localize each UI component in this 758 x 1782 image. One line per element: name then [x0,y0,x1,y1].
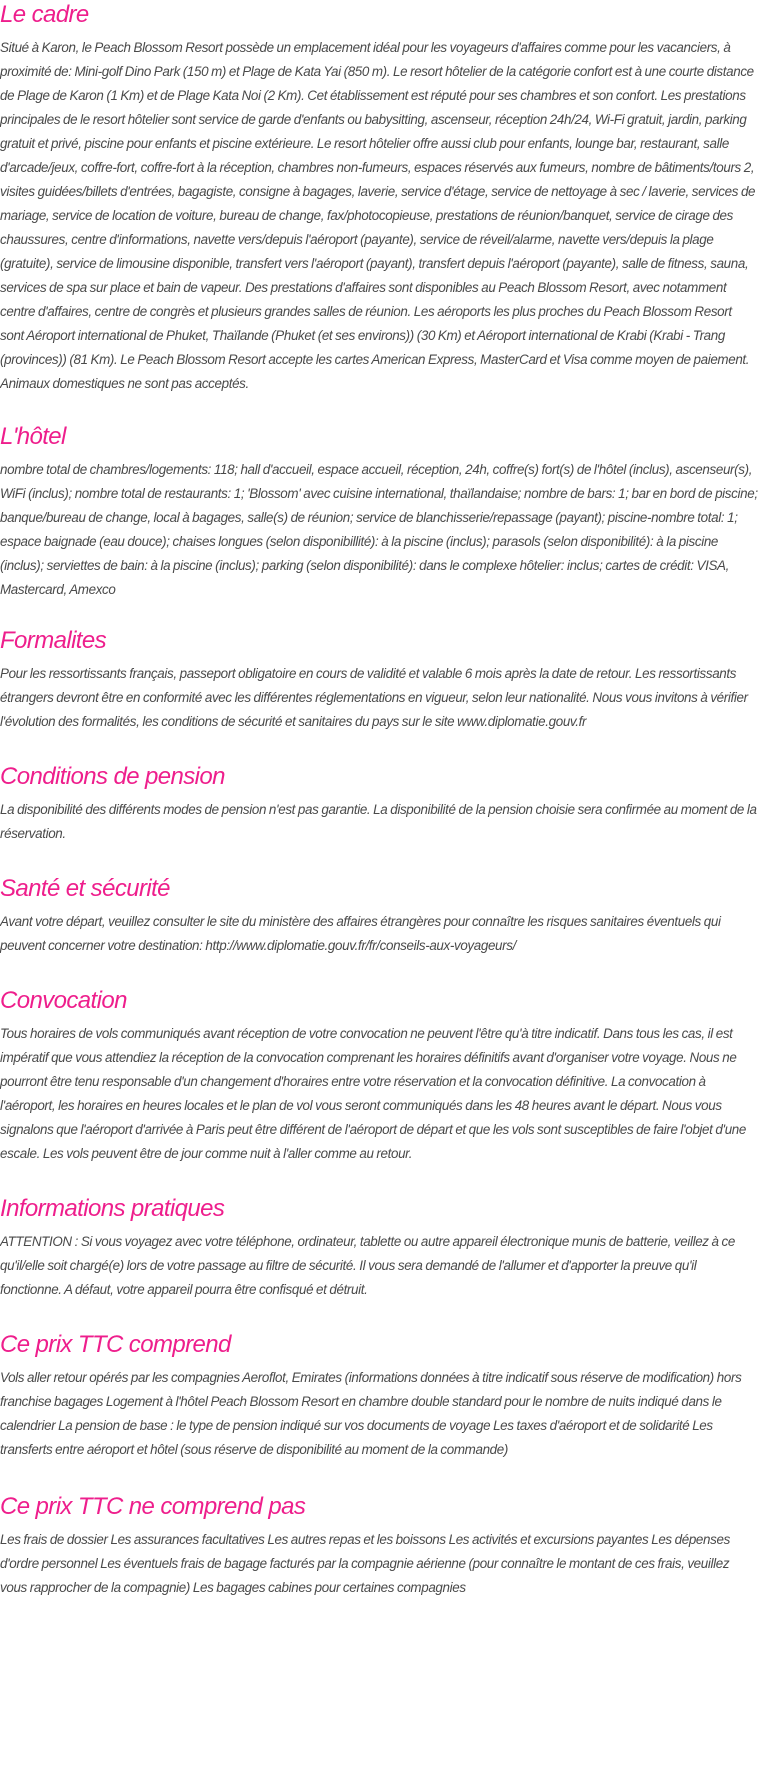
section-convocation [0,986,758,1166]
section-title: Ce prix TTC ne comprend pas [0,1493,306,1520]
section-l-hotel [0,422,758,602]
section-prix-ne-comprend-pas [0,1492,758,1600]
section-title: Ce prix TTC comprend [0,1331,231,1358]
section-body: La disponibilité des différents modes de pension n'est pas garantie. La disponibilité de la pension choisie sera confirmée au moment de la réservation. [0,802,757,841]
section-body: Avant votre départ, veuillez consulter le site du ministère des affaires étrangères pour connaître les risques sanitaires éventuels qui peuvent concerner votre destination: http://www.diplomatie.gouv.fr/fr/conseils-aux-voyageurs/ [0,914,721,953]
section-title: Formalites [0,627,107,654]
section-body: Situé à Karon, le Peach Blossom Resort possède un emplacement idéal pour les voyageurs d'affaires comme pour les vacanciers, à proximité de: Mini-golf Dino Park (150 m) et Plage de Kata Yai (850 m). Le resort hôtelier de la catégorie confort est à une courte distance de Plage de Karon (1 Km) et de Plage Kata Noi (2 Km). Cet établissement est réputé pour ses chambres et son confort. Les prestations principales de le resort hôtelier sont service de garde d'enfants ou babysitting, ascenseur, réception 24h/24, Wi-Fi gratuit, jardin, parking gratuit et privé, piscine pour enfants et piscine extérieure. Le resort hôtelier offre aussi club pour enfants, lounge bar, restaurant, salle d'arcade/jeux, coffre-fort, coffre-fort à la réception, chambres non-fumeurs, espaces réservés aux fumeurs, nombre de bâtiments/tours 2, visites guidées/billets d'entrées, bagagiste, consigne à bagages, laverie, service d'étage, service de nettoyage à sec / laverie, services de mariage, service de location de voiture, bureau de change, fax/photocopieuse, prestations de réunion/banquet, service de cirage des chaussures, centre d'informations, navette vers/depuis l'aéroport (payante), service de réveil/alarme, navette vers/depuis la plage (gratuite), service de limousine disponible, transfert vers l'aéroport (payant), transfert depuis l'aéroport (payante), salle de fitness, sauna, services de spa sur place et bain de vapeur. Des prestations d'affaires sont disponibles au Peach Blossom Resort, avec notamment centre d'affaires, centre de congrès et plusieurs grandes salles de réunion. Les aéroports les plus proches du Peach Blossom Resort sont Aéroport international de Phuket, Thaïlande (Phuket (et ses environs)) (30 Km) et Aéroport international de Krabi (Krabi - Trang (provinces)) (81 Km). Le Peach Blossom Resort accepte les cartes American Express, MasterCard et Visa comme moyen de paiement. Animaux domestiques ne sont pas acceptés. [0,40,756,391]
section-title: Informations pratiques [0,1195,225,1222]
section-conditions-de-pension [0,762,758,846]
section-title: Santé et sécurité [0,875,170,902]
section-title: Convocation [0,987,127,1014]
section-prix-comprend [0,1330,758,1462]
section-title: Le cadre [0,1,89,28]
section-body: Les frais de dossier Les assurances facultatives Les autres repas et les boissons Les activités et excursions payantes Les dépenses d'ordre personnel Les éventuels frais de bagage facturés par la compagnie aérienne (pour connaître le montant de ces frais, veuillez vous rapprocher de la compagnie) Les bagages cabines pour certaines compagnies [0,1532,730,1595]
section-informations-pratiques [0,1194,758,1302]
section-body: Vols aller retour opérés par les compagnies Aeroflot, Emirates (informations données à titre indicatif sous réserve de modification) hors franchise bagages Logement à l'hôtel Peach Blossom Resort en chambre double standard pour le nombre de nuits indiqué dans le calendrier La pension de base : le type de pension indiqué sur vos documents de voyage Les taxes d'aéroport et de solidarité Les transferts entre aéroport et hôtel (sous réserve de disponibilité au moment de la commande) [0,1370,742,1457]
section-title: L'hôtel [0,423,66,450]
section-le-cadre [0,0,758,396]
section-body: Tous horaires de vols communiqués avant réception de votre convocation ne peuvent l'être qu'à titre indicatif. Dans tous les cas, il est impératif que vous attendiez la réception de la convocation comprenant les horaires définitifs avant d'organiser votre voyage. Nous ne pourront être tenu responsable d'un changement d'horaires entre votre réservation et la convocation définitive. La convocation à l'aéroport, les horaires en heures locales et le plan de vol vous seront communiqués dans les 48 heures avant le départ. Nous vous signalons que l'aéroport d'arrivée à Paris peut être différent de l'aéroport de départ et que les vols sont susceptibles de faire l'objet d'une escale. Les vols peuvent être de jour comme nuit à l'aller comme au retour. [0,1026,746,1161]
section-formalites [0,626,758,734]
section-body: ATTENTION : Si vous voyagez avec votre téléphone, ordinateur, tablette ou autre appareil électronique munis de batterie, veillez à ce qu'il/elle soit chargé(e) lors de votre passage au filtre de sécurité. Il vous sera demandé de l'allumer et d'apporter la preuve qu'il fonctionne. A défaut, votre appareil pourra être confisqué et détruit. [0,1234,735,1297]
section-body: Pour les ressortissants français, passeport obligatoire en cours de validité et valable 6 mois après la date de retour. Les ressortissants étrangers devront être en conformité avec les différentes réglementations en vigueur, selon leur nationalité. Nous vous invitons à vérifier l'évolution des formalités, les conditions de sécurité et sanitaires du pays sur le site www.diplomatie.gouv.fr [0,666,748,729]
section-title: Conditions de pension [0,763,225,790]
section-sante-et-securite [0,874,758,958]
section-body: nombre total de chambres/logements: 118; hall d'accueil, espace accueil, réception, 24h, coffre(s) fort(s) de l'hôtel (inclus), ascenseur(s), WiFi (inclus); nombre total de restaurants: 1; 'Blossom' avec cuisine international, thaïlandaise; nombre de bars: 1; bar en bord de piscine; banque/bureau de change, local à bagages, salle(s) de réunion; service de blanchisserie/repassage (payant); piscine-nombre total: 1; espace baignade (eau douce); chaises longues (selon disponibillité): à la piscine (inclus); parasols (selon disponibilité): à la piscine (inclus); serviettes de bain: à la piscine (inclus); parking (selon disponibilité): dans le complexe hôtelier: inclus; cartes de crédit: VISA, Mastercard, Amexco [0,462,758,597]
